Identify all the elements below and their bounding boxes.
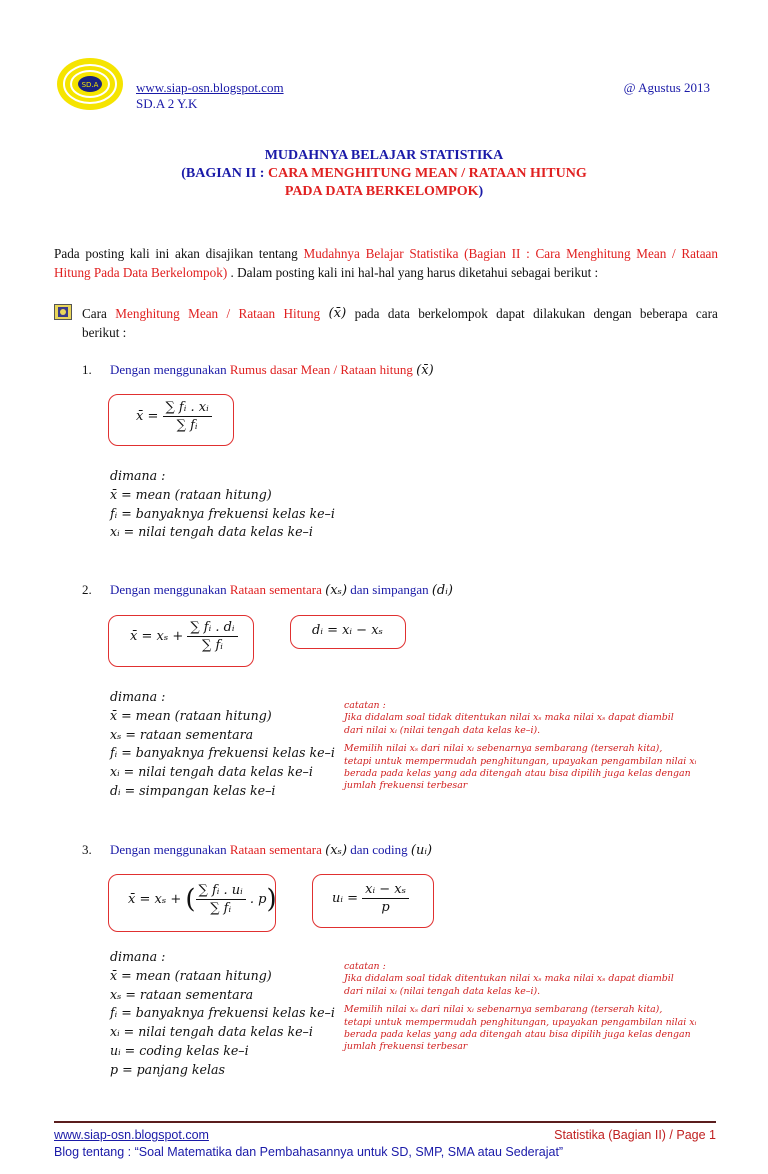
item-2-heading [110, 582, 453, 598]
note-line: Jika didalam soal tidak ditentukan nilai xₛ maka nilai xₛ dapat diambil [344, 712, 674, 724]
note-line: berada pada kelas yang ada ditengah atau bisa dipilih juga kelas dengan [344, 768, 691, 780]
item-1-heading [110, 362, 434, 378]
def-line: uᵢ = coding kelas ke–i [110, 1042, 249, 1058]
header-date: @ Agustus 2013 [623, 80, 710, 95]
item-3-number: 3. [82, 842, 92, 857]
item-2-pre: Dengan menggunakan [110, 582, 230, 597]
note-line: berada pada kelas yang ada ditengah atau bisa dipilih juga kelas dengan [344, 1029, 691, 1041]
svg-text:SD.A: SD.A [81, 81, 99, 89]
bullet-math: (x̄) [328, 306, 347, 321]
intro-text: Pada posting kali ini akan disajikan tentang [54, 246, 304, 261]
footer-blog-description: Blog tentang : “Soal Matematika dan Pembahasannya untuk SD, SMP, SMA atau Sederajat” [54, 1145, 564, 1159]
header-website-link[interactable]: www.siap-osn.blogspot.com [136, 80, 284, 95]
item-3-math1: (xₛ) [325, 843, 348, 858]
footer-divider [54, 1121, 716, 1123]
item-3-note [344, 961, 722, 1054]
formula-3b-lhs: uᵢ = [332, 891, 359, 906]
item-2-note [344, 700, 722, 793]
item-3-red: Rataan sementara [229, 842, 322, 857]
note-line: Memilih nilai xₛ dari nilai xᵢ sebenarnya sembarang (terserah kita), [344, 1004, 663, 1016]
def-line: dimana : [110, 949, 166, 964]
note-line: dari nilai xᵢ (nilai tengah data kelas ke–i). [344, 724, 541, 736]
item-3-math2: (uᵢ) [410, 843, 433, 858]
bullet-line2: berikut : [82, 325, 127, 340]
formula-2-num: ∑ fᵢ . dᵢ [187, 620, 237, 637]
item-2-number: 2. [82, 582, 92, 597]
def-line: xₛ = rataan sementara [110, 986, 254, 1002]
formula-3-mult: . p [249, 892, 267, 907]
item-1-number: 1. [82, 362, 92, 377]
item-3-mid: dan coding [347, 842, 411, 857]
item-1-definitions [110, 467, 335, 542]
def-line: fᵢ = banyaknya frekuensi kelas ke–i [110, 1005, 335, 1021]
formula-3b [332, 882, 409, 915]
def-line: dimana : [110, 468, 166, 483]
item-1-red: Rumus dasar Mean / Rataan hitung [229, 362, 413, 377]
item-2-mid: dan simpangan [347, 582, 432, 597]
subtitle-red: CARA MENGHITUNG MEAN / RATAAN HITUNG [267, 166, 587, 181]
intro-link-cont[interactable]: Hitung Pada Data Berkelompok) [54, 265, 228, 280]
note-line: jumlah frekuensi terbesar [344, 780, 468, 792]
footer-page-info: Statistika (Bagian II) / Page 1 [554, 1128, 716, 1142]
subtitle-red-2: PADA DATA BERKELOMPOK [284, 184, 479, 199]
def-line: xᵢ = nilai tengah data kelas ke–i [110, 764, 313, 780]
note-line: dari nilai xᵢ (nilai tengah data kelas ke–i). [344, 985, 541, 997]
page-title: MUDAHNYA BELAJAR STATISTIKA [264, 148, 504, 163]
note-line: tetapi untuk mempermudah penghitungan, upayakan pengambilan nilai xᵢ [344, 1016, 697, 1028]
formula-3-num: ∑ fᵢ . uᵢ [196, 883, 246, 900]
item-2-definitions [110, 688, 335, 801]
formula-3b-num: xᵢ − xₛ [362, 882, 409, 899]
def-line: fᵢ = banyaknya frekuensi kelas ke–i [110, 745, 335, 761]
formula-2-den: ∑ fᵢ [202, 638, 223, 653]
note-line: catatan : [344, 961, 386, 972]
note-line: Jika didalam soal tidak ditentukan nilai xₛ maka nilai xₛ dapat diambil [344, 973, 674, 985]
formula-1-lhs: x̄ = [136, 409, 159, 424]
note-line: tetapi untuk mempermudah penghitungan, upayakan pengambilan nilai xᵢ [344, 755, 697, 767]
footer-website-link[interactable]: www.siap-osn.blogspot.com [54, 1128, 209, 1142]
subtitle-suffix: ) [478, 184, 484, 199]
def-line: x̄ = mean (rataan hitung) [110, 486, 272, 502]
item-1-math: (x̄) [416, 363, 434, 378]
intro-paragraph [54, 244, 718, 282]
def-line: x̄ = mean (rataan hitung) [110, 707, 272, 723]
formula-3b-den: p [381, 900, 390, 915]
formula-1 [136, 400, 212, 433]
def-line: fᵢ = banyaknya frekuensi kelas ke–i [110, 505, 335, 521]
def-line: dimana : [110, 689, 166, 704]
def-line: xₛ = rataan sementara [110, 726, 254, 742]
formula-2 [130, 620, 238, 653]
def-line: x̄ = mean (rataan hitung) [110, 967, 272, 983]
note-line: jumlah frekuensi terbesar [344, 1041, 468, 1053]
formula-1-num: ∑ fᵢ . xᵢ [163, 400, 212, 417]
formula-2b: dᵢ = xᵢ − xₛ [312, 623, 383, 638]
formula-1-den: ∑ fᵢ [176, 418, 198, 433]
item-2-math1: (xₛ) [325, 583, 348, 598]
def-line: dᵢ = simpangan kelas ke–i [110, 782, 276, 798]
intro-link[interactable]: Mudahnya Belajar Statistika (Bagian II : Cara Menghitung Mean / Rataan [303, 246, 718, 261]
note-line: Memilih nilai xₛ dari nilai xᵢ sebenarnya sembarang (terserah kita), [344, 743, 663, 755]
def-line: xᵢ = nilai tengah data kelas ke–i [110, 524, 313, 540]
item-2-red: Rataan sementara [229, 582, 322, 597]
item-3-heading [110, 842, 432, 858]
note-line: catatan : [344, 700, 386, 711]
intro-text-2: . Dalam posting kali ini hal-hal yang harus diketahui sebagai berikut : [227, 265, 599, 280]
subtitle-prefix: (BAGIAN II : [181, 166, 268, 181]
formula-3-den: ∑ fᵢ [210, 901, 232, 916]
header-author: SD.A 2 Y.K [136, 96, 198, 111]
item-3-pre: Dengan menggunakan [110, 842, 230, 857]
def-line: xᵢ = nilai tengah data kelas ke–i [110, 1024, 313, 1040]
bullet-paragraph: Cara Menghitung Mean / Rataan Hitung (x̄) pada data berkelompok dapat dilakukan dengan beberapa cara berikut : [82, 306, 718, 340]
item-3-definitions [110, 948, 335, 1080]
item-2-math2: (dᵢ) [431, 583, 453, 598]
def-line: p = panjang kelas [110, 1061, 225, 1077]
page-subtitle [0, 166, 768, 182]
site-logo [56, 56, 128, 112]
item-1-pre: Dengan menggunakan [110, 362, 230, 377]
formula-2-lhs: x̄ = xₛ + [130, 629, 184, 644]
bullet-icon [54, 304, 72, 320]
formula-3: x̄ = xₛ + ( $\frac{\text{∑ fᵢ . uᵢ}}{\text{∑ fᵢ}}$ . p) [128, 883, 277, 916]
formula-3-lhs: x̄ = xₛ + [128, 892, 182, 907]
page-subtitle-line2 [0, 184, 768, 200]
